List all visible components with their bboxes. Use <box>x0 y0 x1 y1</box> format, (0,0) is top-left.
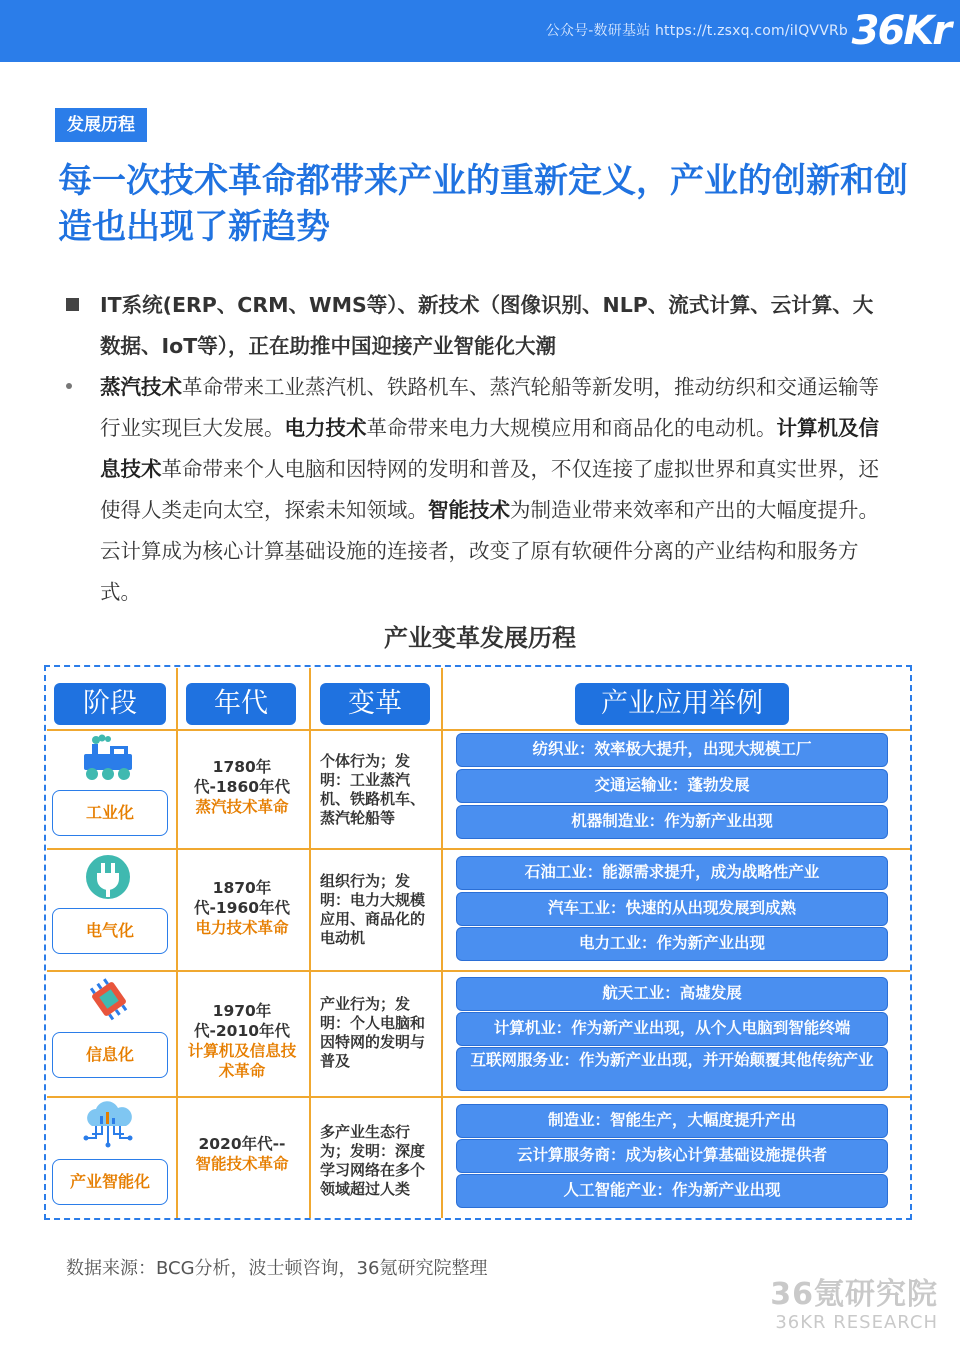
train-icon <box>80 734 136 782</box>
kw-intelligence: 智能技术 <box>428 498 510 522</box>
column-divider <box>309 668 311 1218</box>
text-steam: 革命带来工业蒸汽机、铁路机车、蒸汽轮船等新发明，推动纺织和交通运输等行业实现巨大发展。 <box>100 375 879 440</box>
column-divider <box>441 668 443 1218</box>
example-computer: 计算机业：作为新产业出现，从个人电脑到智能终端 <box>456 1012 888 1046</box>
change-individual: 个体行为；发明：工业蒸汽机、铁路机车、蒸汽轮船等 <box>320 752 426 827</box>
kw-steam: 蒸汽技术 <box>100 375 182 399</box>
example-oil: 石油工业：能源需求提升，成为战略性产业 <box>456 856 888 890</box>
row-divider <box>47 848 910 850</box>
example-manufacturing: 制造业：智能生产，大幅度提升产出 <box>456 1104 888 1138</box>
example-power: 电力工业：作为新产业出现 <box>456 927 888 961</box>
stage-industrial-intelligence: 产业智能化 <box>52 1159 168 1205</box>
header-examples: 产业应用举例 <box>575 683 789 725</box>
era-text: 1970年代-2010年代 <box>193 1002 291 1040</box>
revolution-text: 智能技术革命 <box>195 1155 289 1173</box>
era-1970-2010 <box>182 1001 302 1081</box>
era-text: 1870年代-1960年代 <box>193 879 291 917</box>
era-1780-1860 <box>182 757 302 817</box>
change-industry: 产业行为；发明：个人电脑和因特网的发明与普及 <box>320 995 426 1070</box>
row-divider <box>47 729 910 731</box>
header-stage: 阶段 <box>54 683 166 725</box>
revolution-text: 蒸汽技术革命 <box>195 798 289 816</box>
brand-cn: 36氪研究院 <box>770 1277 938 1312</box>
header-change: 变革 <box>320 683 430 725</box>
kw-computer: 计算机及信息技术 <box>100 416 879 481</box>
brand-en: 36KR RESEARCH <box>775 1312 938 1333</box>
example-cloud: 云计算服务商：成为核心计算基础设施提供者 <box>456 1139 888 1173</box>
source-watermark: 公众号-数研基站 https://t.zsxq.com/iIQVVRb <box>545 23 848 39</box>
bullet-revolutions <box>100 367 890 613</box>
era-2020 <box>182 1134 302 1174</box>
example-transport: 交通运输业：蓬勃发展 <box>456 769 888 803</box>
dot-bullet-icon <box>66 383 72 389</box>
revolution-text: 计算机及信息技术革命 <box>187 1042 297 1080</box>
text-computer: 革命带来个人电脑和因特网的发明和普及，不仅连接了虚拟世界和真实世界，还使得人类走向太空，探索未知领域。 <box>100 457 879 522</box>
table-title: 产业变革发展历程 <box>384 624 576 652</box>
data-source-note: 数据来源：BCG分析，波士顿咨询，36氪研究院整理 <box>66 1258 488 1279</box>
text-electric: 革命带来电力大规模应用和商品化的电动机。 <box>366 416 777 440</box>
stage-industrialization: 工业化 <box>52 790 168 836</box>
brand-logo: 36Kr <box>851 8 950 54</box>
era-text: 1780年代-1860年代 <box>193 758 291 796</box>
text-intelligence: 为制造业带来效率和产出的大幅度提升。云计算成为核心计算基础设施的连接者，改变了原有软硬件分离的产业结构和服务方式。 <box>100 498 879 604</box>
row-divider <box>47 1096 910 1098</box>
section-tag: 发展历程 <box>55 108 147 142</box>
stage-informatization: 信息化 <box>52 1032 168 1078</box>
era-text: 2020年代-- <box>198 1135 286 1153</box>
era-1870-1960 <box>182 878 302 938</box>
example-aerospace: 航天工业：高墟发展 <box>456 977 888 1011</box>
column-divider <box>176 668 178 1218</box>
example-internet: 互联网服务业：作为新产业出现，并开始颠覆其他传统产业 <box>456 1047 888 1091</box>
row-divider <box>47 970 910 972</box>
stage-electrification: 电气化 <box>52 908 168 954</box>
change-organization: 组织行为；发明：电力大规模应用、商品化的电动机 <box>320 872 426 947</box>
bullet-it-systems: IT系统(ERP、CRM、WMS等）、新技术（图像识别、NLP、流式计算、云计算、大数据、IoT等），正在助推中国迎接产业智能化大潮 <box>100 293 874 358</box>
top-bar <box>0 0 960 62</box>
kw-electric: 电力技术 <box>284 416 367 440</box>
example-ai: 人工智能产业：作为新产业出现 <box>456 1174 888 1208</box>
square-bullet-icon <box>66 298 79 311</box>
chip-icon <box>84 976 134 1022</box>
revolution-text: 电力技术革命 <box>195 919 289 937</box>
research-brand <box>770 1278 938 1334</box>
page-headline: 每一次技术革命都带来产业的重新定义，产业的创新和创造也出现了新趋势 <box>58 161 908 247</box>
change-ecosystem: 多产业生态行为；发明：深度学习网络在多个领域超过人类 <box>320 1123 426 1198</box>
example-auto: 汽车工业：快速的从出现发展到成熟 <box>456 892 888 926</box>
header-era: 年代 <box>186 683 296 725</box>
example-machinery: 机器制造业：作为新产业出现 <box>456 805 888 839</box>
plug-icon <box>84 853 132 901</box>
example-textile: 纺织业：效率极大提升，出现大规模工厂 <box>456 733 888 767</box>
cloud-network-icon <box>78 1100 138 1150</box>
